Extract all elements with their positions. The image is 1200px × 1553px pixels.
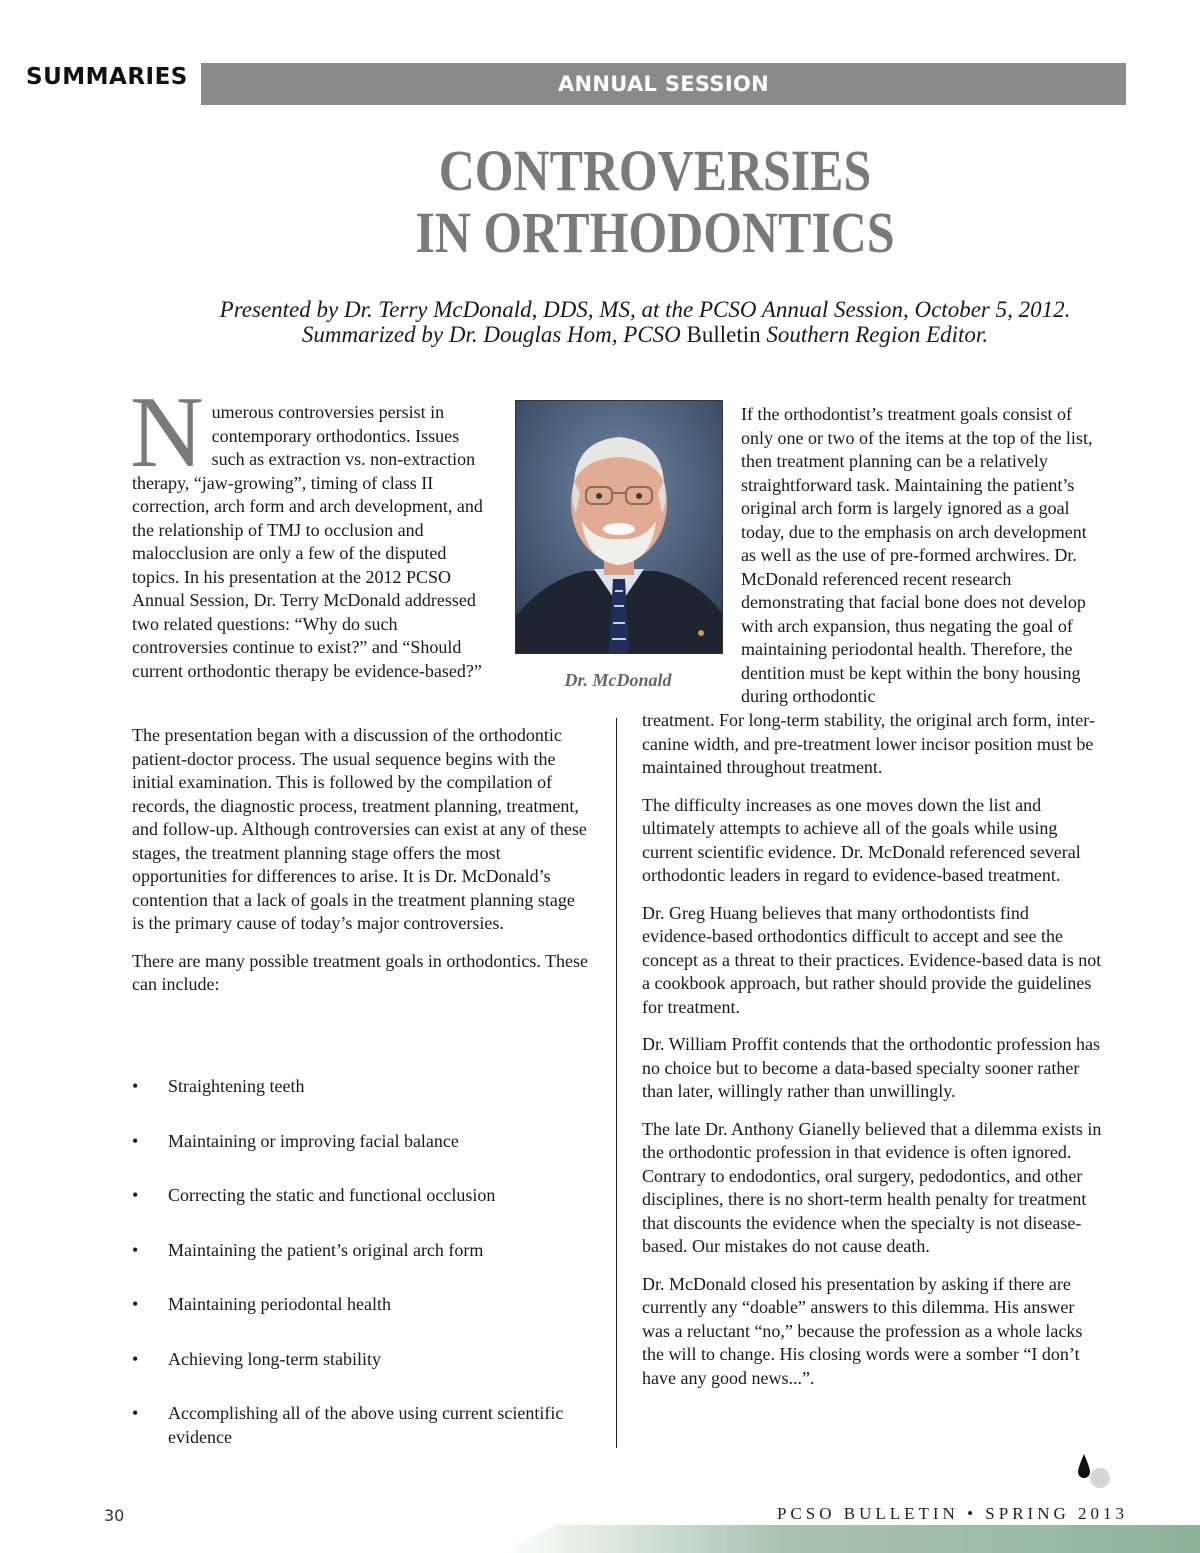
paragraph: Dr. Greg Huang believes that many orthodontists find evidence-based orthodontics difficult to accept and see the concept as a threat to their practices. Evidence-based data is not a cookbook approach, but rather should provide the guidelines for treatment. bbox=[642, 902, 1102, 1017]
list-item-text: Straightening teeth bbox=[168, 1076, 305, 1096]
paragraph: The presentation began with a discussion of the orthodontic patient-doctor process. The usual sequence begins with the initial examination. This is followed by the compilation of records, the diagnostic process, treatment planning, treatment, and follow-up. Although controversies can exist at any of these stages, the treatment planning stage offers the most opportunities for differences to arise. It is Dr. McDonald’s contention that a lack of goals in the treatment planning stage is the primary cause of today’s major controversies. bbox=[132, 725, 587, 933]
list-item bbox=[132, 1130, 592, 1154]
drop-cap: N bbox=[130, 376, 204, 489]
treatment-goals-list bbox=[132, 1075, 592, 1480]
byline-summarizer bbox=[150, 322, 1140, 347]
article-title bbox=[350, 140, 961, 264]
paragraph: The difficulty increases as one moves down the list and ultimately attempts to achieve all of the goals while using current scientific evidence. Dr. McDonald referenced several orthodontic leaders in regard to evidence-based treatment. bbox=[642, 794, 1081, 885]
list-item bbox=[132, 1348, 592, 1372]
column-divider bbox=[616, 718, 617, 1448]
title-line-1: CONTROVERSIES bbox=[438, 138, 872, 203]
byline-bulletin: Bulletin bbox=[686, 322, 761, 347]
left-column bbox=[132, 724, 590, 1011]
photo-caption: Dr. McDonald bbox=[564, 670, 672, 690]
bullet-icon: • bbox=[132, 1130, 139, 1151]
bullet-icon: • bbox=[132, 1076, 139, 1096]
list-item bbox=[132, 1239, 592, 1263]
footer-band bbox=[500, 1525, 1200, 1553]
intro-paragraph bbox=[130, 376, 494, 683]
bullet-icon: • bbox=[132, 1403, 139, 1423]
list-item-text: Achieving long-term stability bbox=[168, 1348, 381, 1369]
list-item-text: Maintaining or improving facial balance bbox=[168, 1130, 459, 1151]
byline bbox=[150, 297, 1140, 347]
intro-text: umerous controversies persist in contemporary orthodontics. Issues such as extraction vs. non-extraction therapy, “jaw-growing”, timing of class II correction, arch form and arch development, and the relationship of TMJ to occlusion and malocclusion are only a few of the disputed topics. In his presentation at the 2012 PCSO Annual Session, Dr. Terry McDonald addressed two related questions: “Why do such controversies continue to exist?” and “Should current orthodontic therapy be evidence-based?” bbox=[132, 402, 483, 681]
bullet-icon: • bbox=[132, 1239, 139, 1260]
page-number: 30 bbox=[104, 1506, 125, 1525]
list-item bbox=[132, 1184, 592, 1208]
list-item bbox=[132, 1075, 592, 1099]
list-item-text: Maintaining the patient’s original arch form bbox=[168, 1239, 484, 1260]
paragraph: If the orthodontist’s treatment goals consist of only one or two of the items at the top of the list, then treatment planning can be a relatively straightforward task. Maintaining the patient’s original arch form is largely ignored as a goal today, due to the emphasis on arch development as well as the use of pre-formed archwires. Dr. McDonald referenced recent research demonstrating that facial bone does not develop with arch expansion, thus negating the goal of maintaining periodontal health. Therefore, the dentition must be kept within the bony housing during orthodontic bbox=[741, 404, 1093, 706]
category-banner: ANNUAL SESSION bbox=[201, 63, 1126, 105]
paragraph: Dr. William Proffit contends that the orthodontic profession has no choice but to become a data-based specialty sooner rather than later, willingly rather than unwillingly. bbox=[642, 1034, 1101, 1101]
title-line-2: IN ORTHODONTICS bbox=[415, 200, 895, 265]
byline-summarizer-a: Summarized by Dr. Douglas Hom, PCSO bbox=[301, 322, 687, 347]
section-label: SUMMARIES bbox=[26, 64, 188, 90]
portrait-illustration bbox=[516, 401, 722, 653]
bullet-icon: • bbox=[132, 1348, 139, 1369]
paragraph: Dr. McDonald closed his presentation by asking if there are currently any “doable” answers to this dilemma. His answer was a reluctant “no,” because the profession as a whole lacks the will to change. His closing words were a somber “I don’t have any good news...”. bbox=[642, 1273, 1083, 1388]
paragraph: The late Dr. Anthony Gianelly believed that a dilemma exists in the orthodontic profession in that evidence is often ignored. Contrary to endodontics, oral surgery, pedodontics, and other disciplines, there is no short-term health penalty for treatment that discounts the evidence when the specialty is not disease-based. Our mistakes do not cause death. bbox=[642, 1118, 1102, 1256]
bullet-icon: • bbox=[132, 1185, 139, 1205]
publication-footer: PCSO BULLETIN • SPRING 2013 bbox=[776, 1504, 1128, 1523]
right-column-top bbox=[741, 403, 1101, 723]
list-item-text: Maintaining periodontal health bbox=[168, 1294, 391, 1314]
paragraph: treatment. For long-term stability, the original arch form, inter-canine width, and pre-treatment lower incisor position must be maintained throughout treatment. bbox=[642, 710, 1095, 777]
bullet-icon: • bbox=[132, 1294, 139, 1314]
list-item bbox=[132, 1293, 592, 1317]
portrait-photo bbox=[515, 400, 723, 654]
right-column bbox=[642, 709, 1102, 1404]
paragraph: There are many possible treatment goals in orthodontics. These can include: bbox=[132, 950, 589, 994]
list-item bbox=[132, 1402, 592, 1449]
list-item-text: Correcting the static and functional occlusion bbox=[168, 1185, 496, 1205]
end-mark-icon bbox=[1074, 1448, 1114, 1498]
byline-summarizer-c: Southern Region Editor. bbox=[760, 322, 989, 347]
list-item-text: Accomplishing all of the above using current scientific evidence bbox=[168, 1403, 564, 1447]
byline-presenter: Presented by Dr. Terry McDonald, DDS, MS, at the PCSO Annual Session, October 5, 2012. bbox=[219, 297, 1071, 322]
